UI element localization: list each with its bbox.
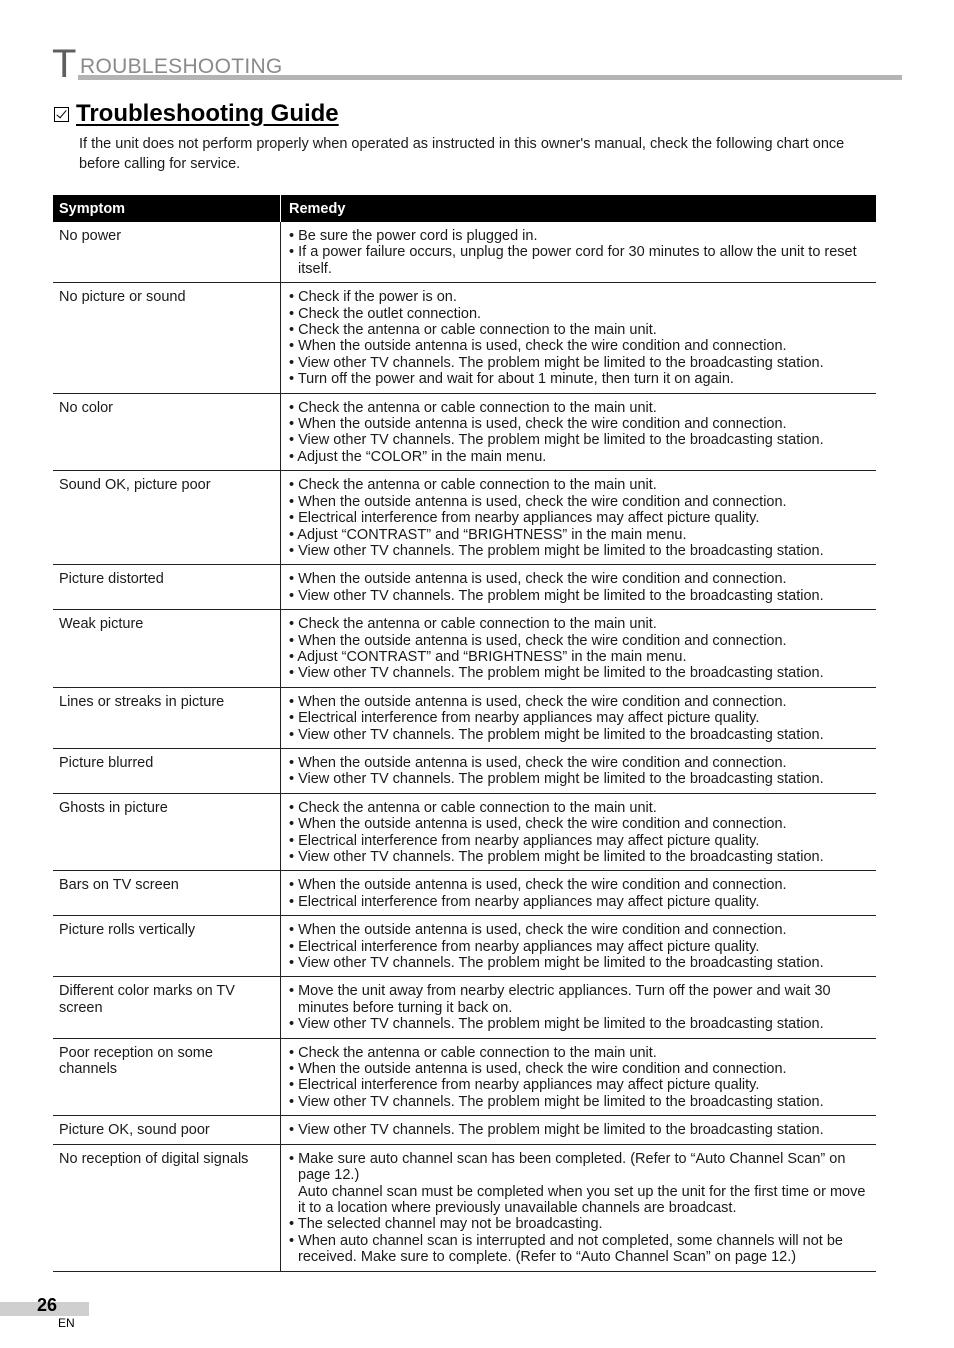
remedy-item: • When the outside antenna is used, check the wire condition and connection. [289,1061,787,1078]
remedy-cell [281,471,877,565]
remedy-item: • View other TV channels. The problem might be limited to the broadcasting station. [289,665,824,682]
table-row [53,793,876,871]
table-row [53,687,876,748]
remedy-item: • When the outside antenna is used, check the wire condition and connection. [289,338,787,355]
remedy-item: • When the outside antenna is used, check the wire condition and connection. [289,493,787,510]
header-initial: T [52,42,77,86]
table-header-row [53,195,876,222]
remedy-item: • View other TV channels. The problem might be limited to the broadcasting station. [289,432,824,449]
table-row [53,565,876,610]
table-row [53,283,876,393]
remedy-item: • Electrical interference from nearby appliances may affect picture quality. [289,710,760,727]
table-row [53,916,876,977]
language-code: EN [58,1316,75,1330]
remedy-cell [281,1116,877,1144]
table-row [53,1144,876,1271]
remedy-cell [281,871,877,916]
remedy-item: • Move the unit away from nearby electric appliances. Turn off the power and wait 30 minutes before turning it back on. [289,983,831,1016]
remedy-item: • Electrical interference from nearby appliances may affect picture quality. [289,832,760,849]
remedy-item: • Check the outlet connection. [289,305,482,322]
remedy-cell [281,687,877,748]
remedy-item: • View other TV channels. The problem might be limited to the broadcasting station. [289,1093,824,1110]
remedy-item: • Make sure auto channel scan has been completed. (Refer to “Auto Channel Scan” on page 12.) [289,1150,846,1184]
remedy-item: • Adjust “CONTRAST” and “BRIGHTNESS” in the main menu. [289,648,687,665]
table-row [53,1116,876,1144]
table-row [53,977,876,1038]
symptom-cell: No color [53,393,281,471]
remedy-cell [281,1144,877,1271]
symptom-cell: Picture OK, sound poor [53,1116,281,1144]
remedy-cell [281,1038,877,1116]
remedy-item: • Electrical interference from nearby appliances may affect picture quality. [289,938,760,955]
remedy-item: • Electrical interference from nearby appliances may affect picture quality. [289,893,760,910]
remedy-item: • View other TV channels. The problem might be limited to the broadcasting station. [289,849,824,865]
remedy-cell [281,977,877,1038]
remedy-item: • View other TV channels. The problem might be limited to the broadcasting station. [289,771,824,788]
remedy-item: • Check the antenna or cable connection to the main unit. [289,616,657,633]
remedy-item: • Check the antenna or cable connection to the main unit. [289,799,657,816]
symptom-cell: Picture distorted [53,565,281,610]
remedy-item: • When the outside antenna is used, check the wire condition and connection. [289,632,787,649]
intro-paragraph: If the unit does not perform properly when operated as instructed in this owner's manual, check the following chart once before calling for service. [79,136,845,172]
remedy-cell [281,610,877,688]
table-row [53,1038,876,1116]
page-number: 26 [37,1295,58,1315]
troubleshooting-table [53,195,876,1272]
remedy-item: • When the outside antenna is used, check the wire condition and connection. [289,693,787,710]
remedy-item: • View other TV channels. The problem might be limited to the broadcasting station. [289,1122,824,1139]
symptom-cell: Bars on TV screen [53,871,281,916]
remedy-item: • When the outside antenna is used, check the wire condition and connection. [289,816,787,833]
remedy-cell [281,916,877,977]
remedy-item: • When the outside antenna is used, check the wire condition and connection. [289,922,787,939]
remedy-item: • View other TV channels. The problem might be limited to the broadcasting station. [289,726,824,743]
remedy-item: • View other TV channels. The problem might be limited to the broadcasting station. [289,955,824,972]
symptom-cell: Lines or streaks in picture [53,687,281,748]
page-number-tab [0,1295,89,1316]
remedy-item: • View other TV channels. The problem might be limited to the broadcasting station. [289,542,824,559]
checkbox-icon [54,107,69,122]
remedy-item: • Be sure the power cord is plugged in. [289,228,538,244]
remedy-cell [281,793,877,871]
column-header-symptom: Symptom [53,195,281,222]
remedy-item: • Adjust “CONTRAST” and “BRIGHTNESS” in the main menu. [289,526,687,543]
symptom-cell: Sound OK, picture poor [53,471,281,565]
remedy-cell [281,748,877,793]
page-header [52,44,902,84]
remedy-cell [281,393,877,471]
table-row [53,748,876,793]
column-header-remedy: Remedy [281,195,877,222]
remedy-item: • Check the antenna or cable connection to the main unit. [289,399,657,416]
section-heading [54,100,339,128]
section-title: Troubleshooting Guide [76,100,339,127]
remedy-item: • Turn off the power and wait for about 1 minute, then turn it on again. [289,371,734,388]
remedy-item: • Adjust the “COLOR” in the main menu. [289,448,547,465]
symptom-cell: Picture blurred [53,748,281,793]
table-row [53,393,876,471]
table-row [53,610,876,688]
symptom-cell: Poor reception on some channels [53,1038,281,1116]
remedy-item: • Check if the power is on. [289,289,457,306]
remedy-item: • View other TV channels. The problem might be limited to the broadcasting station. [289,1016,824,1033]
remedy-item: • Electrical interference from nearby appliances may affect picture quality. [289,1077,760,1094]
remedy-item: • When auto channel scan is interrupted and not completed, some channels will not be received. Make sure to complete. (Refer to “Auto Channel Scan” on page 12.) [289,1232,843,1266]
remedy-item: • The selected channel may not be broadcasting. [289,1216,603,1233]
remedy-item: • When the outside antenna is used, check the wire condition and connection. [289,877,787,894]
table-row [53,871,876,916]
symptom-cell: Ghosts in picture [53,793,281,871]
remedy-item: • Check the antenna or cable connection to the main unit. [289,477,657,494]
header-title: ROUBLESHOOTING [80,55,283,78]
symptom-cell: No reception of digital signals [53,1144,281,1271]
symptom-cell: Different color marks on TV screen [53,977,281,1038]
remedy-cell [281,565,877,610]
remedy-item: • View other TV channels. The problem might be limited to the broadcasting station. [289,354,824,371]
remedy-item: • When the outside antenna is used, check the wire condition and connection. [289,571,787,588]
remedy-cell [281,283,877,393]
remedy-item: • When the outside antenna is used, check the wire condition and connection. [289,754,787,771]
remedy-cell [281,222,877,283]
remedy-item: • Check the antenna or cable connection to the main unit. [289,322,657,339]
symptom-cell: Picture rolls vertically [53,916,281,977]
remedy-item: • When the outside antenna is used, check the wire condition and connection. [289,416,787,433]
symptom-cell: No picture or sound [53,283,281,393]
remedy-item: • If a power failure occurs, unplug the power cord for 30 minutes to allow the unit to reset itself. [289,244,857,277]
remedy-item: • Check the antenna or cable connection to the main unit. [289,1044,657,1061]
symptom-cell: Weak picture [53,610,281,688]
table-row [53,222,876,283]
table-body [53,222,876,1271]
table-row [53,471,876,565]
symptom-cell: No power [53,222,281,283]
remedy-item: • View other TV channels. The problem might be limited to the broadcasting station. [289,587,824,604]
remedy-item: • Electrical interference from nearby appliances may affect picture quality. [289,510,760,527]
remedy-item: Auto channel scan must be completed when you set up the unit for the first time or move it to a location where previously unavailable channels are broadcast. [298,1183,866,1216]
